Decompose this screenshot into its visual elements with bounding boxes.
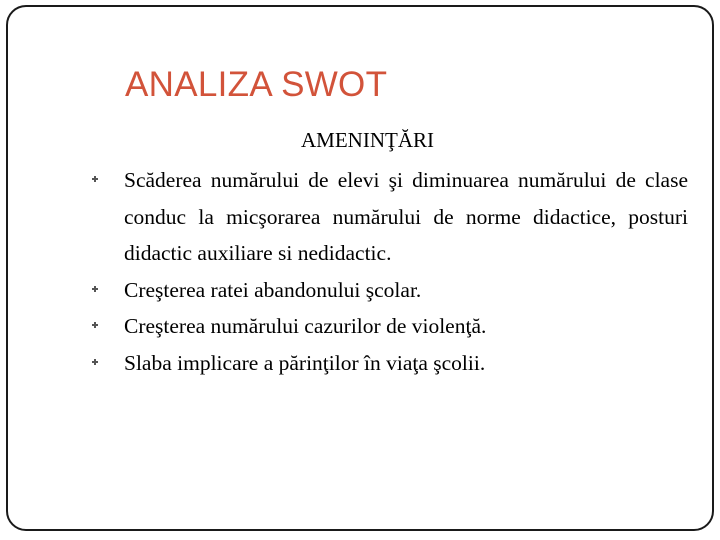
bullet-item <box>88 272 688 309</box>
bullet-icon <box>92 322 98 328</box>
bullet-item <box>88 162 688 272</box>
bullet-item-text: Creşterea ratei abandonului şcolar. <box>124 277 422 302</box>
bullet-item <box>88 345 688 382</box>
bullet-item-text: Creşterea numărului cazurilor de violenţă. <box>124 314 487 338</box>
slide-title: ANALIZA SWOT <box>125 65 388 104</box>
section-heading: AMENINŢĂRI <box>301 128 434 152</box>
bullet-item <box>88 308 688 345</box>
bullet-item-text: Scăderea numărului de elevi şi diminuarea numărului de clase conduc la micşorarea numărului de norme didactice, posturi didactic auxiliare si nedidactic. <box>124 168 688 265</box>
bullet-icon <box>92 176 98 182</box>
bullet-list <box>88 162 688 381</box>
bullet-icon <box>92 286 98 292</box>
slide-frame <box>6 5 714 531</box>
bullet-icon <box>92 359 98 365</box>
bullet-item-text: Slaba implicare a părinţilor în viaţa şcolii. <box>124 350 486 375</box>
